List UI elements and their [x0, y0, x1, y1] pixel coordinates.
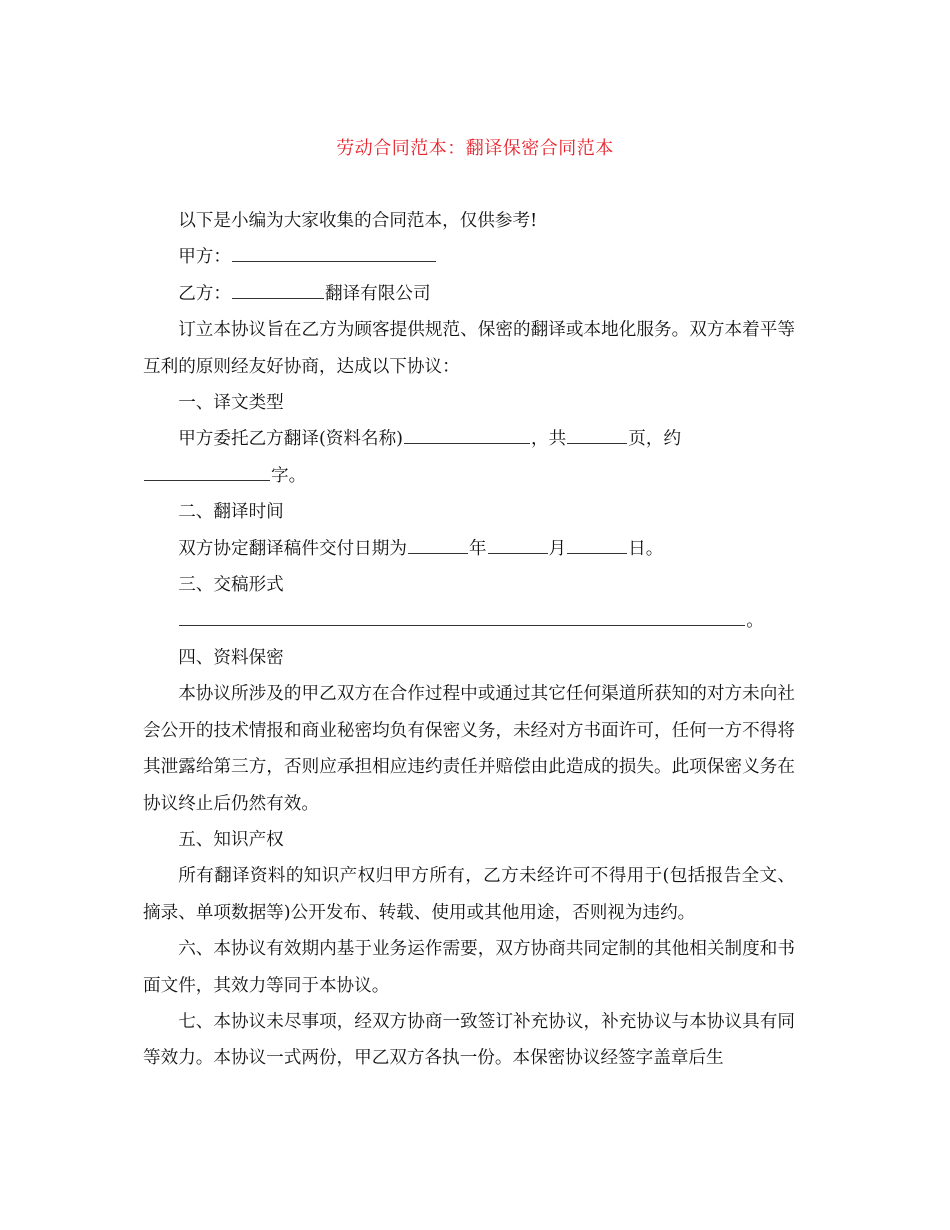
s2-month: 月 — [548, 538, 567, 559]
intro-line: 以下是小编为大家收集的合同范本，仅供参考! — [178, 211, 538, 231]
document-title: 劳动合同范本：翻译保密合同范本 — [336, 138, 614, 159]
s2-year: 年 — [468, 538, 487, 559]
section-1-heading: 一、译文类型 — [178, 393, 284, 414]
s2-day: 日。 — [628, 538, 664, 559]
section-5-paragraph: 所有翻译资料的知识产权归甲方所有，乙方未经许可不得用于(包括报告全文、摘录、单项数据等)公开发布、转载、使用或其他用途，否则视为违约。 — [143, 866, 795, 923]
document-body — [143, 203, 795, 1077]
year-blank — [408, 552, 468, 554]
s2-text-a: 双方协定翻译稿件交付日期为 — [178, 538, 407, 559]
purpose-paragraph: 订立本协议旨在乙方为顾客提供规范、保密的翻译或本地化服务。双方本着平等互利的原则经友好协商，达成以下协议： — [143, 320, 795, 377]
delivery-form-blank — [179, 624, 745, 626]
word-count-blank — [144, 479, 270, 481]
section-4-heading: 四、资料保密 — [178, 647, 284, 668]
party-b-suffix: 翻译有限公司 — [324, 283, 431, 304]
page-count-blank — [567, 442, 627, 444]
s1-text-a: 甲方委托乙方翻译(资料名称) — [178, 429, 404, 450]
party-b-line — [143, 276, 795, 312]
section-5-heading: 五、知识产权 — [178, 829, 284, 850]
party-b-blank — [232, 297, 324, 299]
s1-text-c: 页，约 — [628, 429, 682, 450]
day-blank — [567, 552, 627, 554]
party-a-line — [143, 239, 795, 275]
s1-text-b: ，共 — [531, 429, 567, 450]
party-a-label: 甲方： — [178, 247, 231, 268]
section-1-line-1 — [143, 421, 795, 457]
section-1-line-2 — [143, 458, 795, 494]
section-7-paragraph: 七、本协议未尽事项，经双方协商一致签订补充协议，补充协议与本协议具有同等效力。本协议一式两份，甲乙双方各执一份。本保密协议经签字盖章后生 — [143, 1011, 795, 1069]
s1-text-d: 字。 — [271, 465, 307, 486]
s3-end: 。 — [746, 611, 764, 632]
section-6-paragraph: 六、本协议有效期内基于业务运作需要，双方协商共同定制的其他相关制度和书面文件，其效力等同于本协议。 — [143, 939, 795, 996]
party-b-label: 乙方： — [178, 283, 231, 304]
material-name-blank — [404, 442, 530, 444]
section-2-line — [143, 531, 795, 567]
party-a-blank — [232, 260, 436, 262]
section-3-line — [143, 603, 795, 639]
section-2-heading: 二、翻译时间 — [178, 502, 284, 523]
section-4-paragraph: 本协议所涉及的甲乙双方在合作过程中或通过其它任何渠道所获知的对方未向社会公开的技术情报和商业秘密均负有保密义务，未经对方书面许可，任何一方不得将其泄露给第三方，否则应承担相应违约责任并赔偿由此造成的损失。此项保密义务在协议终止后仍然有效。 — [143, 684, 795, 814]
section-3-heading: 三、交稿形式 — [178, 575, 284, 596]
month-blank — [488, 552, 548, 554]
